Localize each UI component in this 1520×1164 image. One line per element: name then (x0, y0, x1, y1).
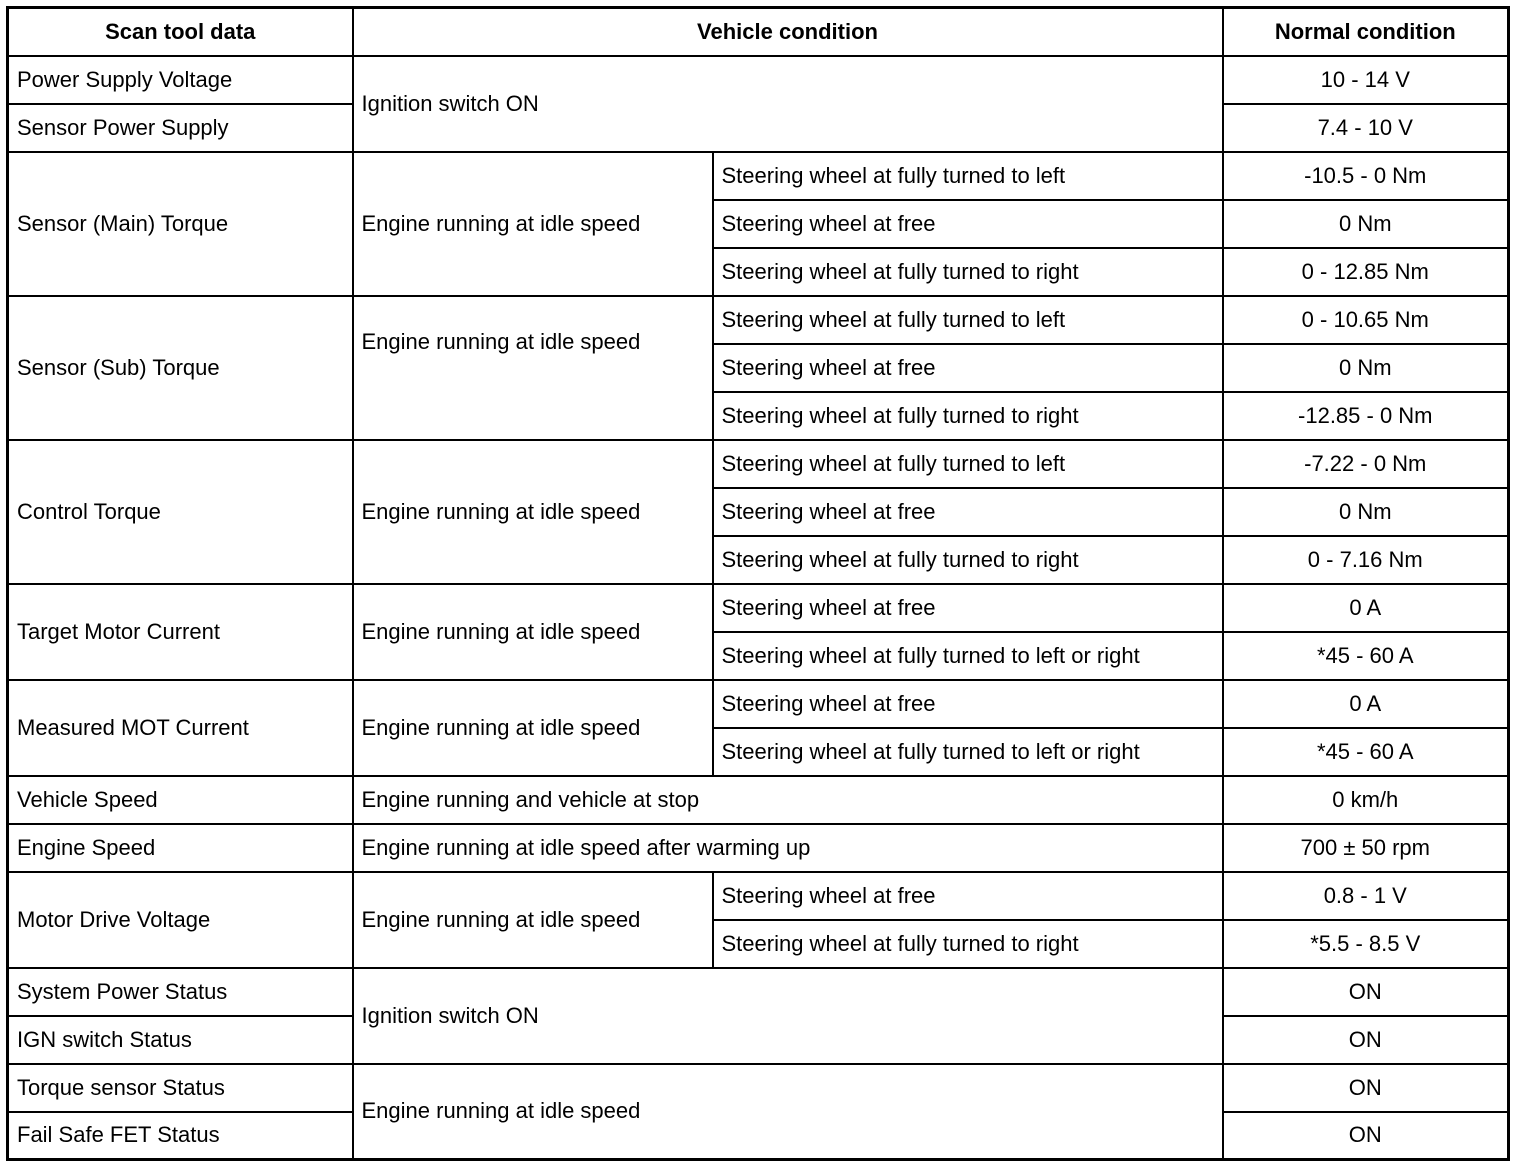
table-row (8, 56, 1509, 104)
normal-value: 700 ± 50 rpm (1223, 824, 1509, 872)
table-row (8, 824, 1509, 872)
sub-condition-cell: Steering wheel at fully turned to left or right (713, 728, 1223, 776)
sub-condition-cell: Steering wheel at free (713, 200, 1223, 248)
scan-item-label: Motor Drive Voltage (8, 872, 353, 968)
sub-condition-cell: Steering wheel at free (713, 680, 1223, 728)
normal-value: 0 Nm (1223, 488, 1509, 536)
normal-value: -7.22 - 0 Nm (1223, 440, 1509, 488)
table-row (8, 1064, 1509, 1112)
normal-value: ON (1223, 1016, 1509, 1064)
vehicle-condition-cell: Engine running at idle speed after warming up (353, 824, 1223, 872)
scan-item-label: System Power Status (8, 968, 353, 1016)
normal-value: 0.8 - 1 V (1223, 872, 1509, 920)
table-row (8, 872, 1509, 920)
vehicle-condition-cell: Engine running at idle speed (353, 1064, 1223, 1160)
sub-condition-cell: Steering wheel at fully turned to right (713, 248, 1223, 296)
sub-condition-cell: Steering wheel at fully turned to left (713, 296, 1223, 344)
normal-value: 0 A (1223, 680, 1509, 728)
sub-condition-cell: Steering wheel at free (713, 872, 1223, 920)
sub-condition-cell: Steering wheel at fully turned to right (713, 920, 1223, 968)
normal-value: 0 km/h (1223, 776, 1509, 824)
vehicle-condition-cell: Engine running at idle speed (353, 440, 713, 584)
header-normal-condition: Normal condition (1223, 8, 1509, 56)
normal-value: 0 Nm (1223, 344, 1509, 392)
table-row (8, 968, 1509, 1016)
table-row (8, 584, 1509, 632)
vehicle-condition-cell: Engine running and vehicle at stop (353, 776, 1223, 824)
sub-condition-cell: Steering wheel at fully turned to right (713, 392, 1223, 440)
vehicle-condition-cell: Engine running at idle speed (353, 872, 713, 968)
sub-condition-cell: Steering wheel at fully turned to left (713, 152, 1223, 200)
normal-value: 7.4 - 10 V (1223, 104, 1509, 152)
scan-item-label: Sensor (Sub) Torque (8, 296, 353, 440)
normal-value: 0 Nm (1223, 200, 1509, 248)
normal-value: 0 A (1223, 584, 1509, 632)
scan-item-label: Engine Speed (8, 824, 353, 872)
normal-value: ON (1223, 968, 1509, 1016)
sub-condition-cell: Steering wheel at fully turned to left or right (713, 632, 1223, 680)
scan-item-label: Control Torque (8, 440, 353, 584)
normal-value: *45 - 60 A (1223, 632, 1509, 680)
normal-value: *5.5 - 8.5 V (1223, 920, 1509, 968)
table-row (8, 680, 1509, 728)
scan-item-label: Sensor Power Supply (8, 104, 353, 152)
sub-condition-cell: Steering wheel at fully turned to left (713, 440, 1223, 488)
normal-value: -10.5 - 0 Nm (1223, 152, 1509, 200)
normal-value: ON (1223, 1112, 1509, 1160)
scan-item-label: Torque sensor Status (8, 1064, 353, 1112)
vehicle-condition-cell: Engine running at idle speed (353, 296, 713, 440)
vehicle-condition-cell: Ignition switch ON (353, 56, 1223, 152)
table-row (8, 152, 1509, 200)
table-row (8, 440, 1509, 488)
scan-item-label: Fail Safe FET Status (8, 1112, 353, 1160)
normal-value: 0 - 10.65 Nm (1223, 296, 1509, 344)
normal-value: 10 - 14 V (1223, 56, 1509, 104)
vehicle-condition-cell: Ignition switch ON (353, 968, 1223, 1064)
normal-value: 0 - 12.85 Nm (1223, 248, 1509, 296)
header-vehicle-condition: Vehicle condition (353, 8, 1223, 56)
scan-item-label: Power Supply Voltage (8, 56, 353, 104)
scan-item-label: Target Motor Current (8, 584, 353, 680)
vehicle-condition-cell: Engine running at idle speed (353, 680, 713, 776)
vehicle-condition-cell: Engine running at idle speed (353, 584, 713, 680)
scan-item-label: IGN switch Status (8, 1016, 353, 1064)
scan-item-label: Measured MOT Current (8, 680, 353, 776)
normal-value: *45 - 60 A (1223, 728, 1509, 776)
scan-item-label: Sensor (Main) Torque (8, 152, 353, 296)
normal-value: 0 - 7.16 Nm (1223, 536, 1509, 584)
header-scan-tool-data: Scan tool data (8, 8, 353, 56)
table-row (8, 776, 1509, 824)
table-row (8, 296, 1509, 344)
table-header-row (8, 8, 1509, 56)
normal-value: ON (1223, 1064, 1509, 1112)
scan-tool-data-table (6, 6, 1510, 1161)
sub-condition-cell: Steering wheel at free (713, 488, 1223, 536)
normal-value: -12.85 - 0 Nm (1223, 392, 1509, 440)
sub-condition-cell: Steering wheel at free (713, 584, 1223, 632)
scan-item-label: Vehicle Speed (8, 776, 353, 824)
sub-condition-cell: Steering wheel at free (713, 344, 1223, 392)
vehicle-condition-cell: Engine running at idle speed (353, 152, 713, 296)
sub-condition-cell: Steering wheel at fully turned to right (713, 536, 1223, 584)
